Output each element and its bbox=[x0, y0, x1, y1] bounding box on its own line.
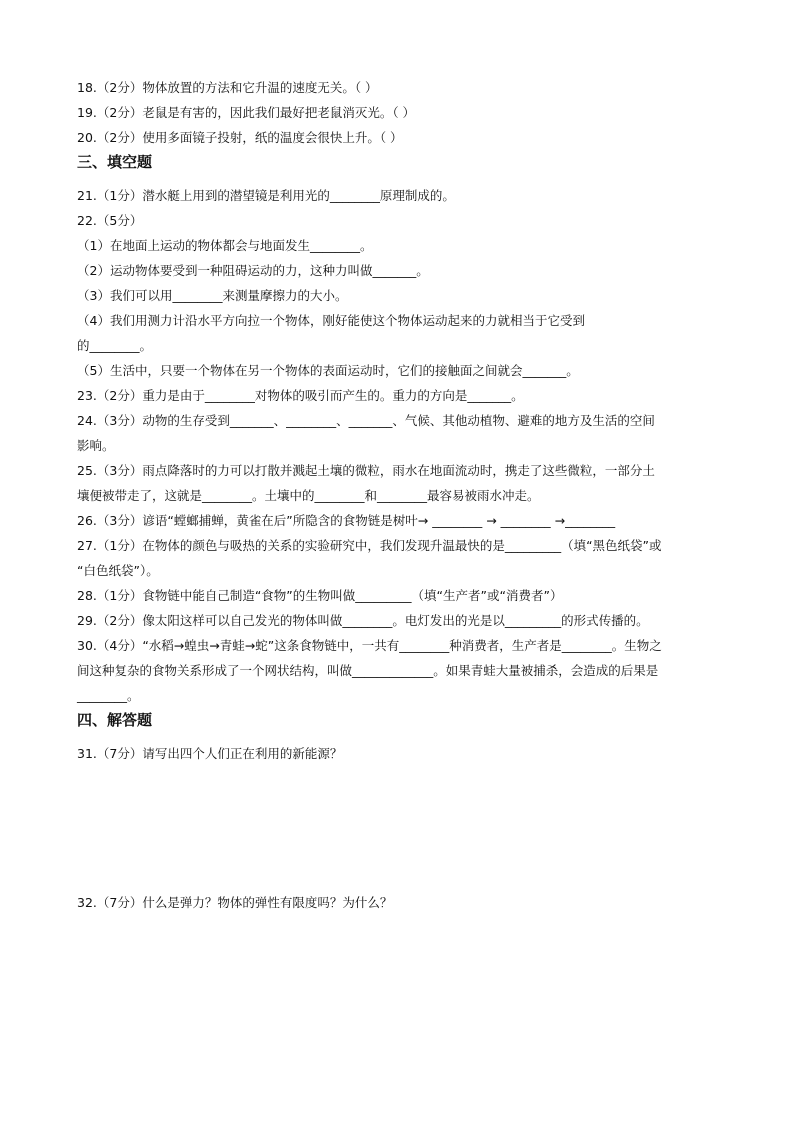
question-29: 29.（2分）像太阳这样可以自己发光的物体叫做________。电灯发出的光是以_________的形式传播的。 bbox=[77, 613, 649, 628]
question-30: 30.（4分）“水稻→蝗虫→青蛙→蛇”这条食物链中，一共有________种消费者，生产者是________。生物之 bbox=[77, 638, 662, 653]
question-22-part-2: （2）运动物体要受到一种阻碍运动的力，这种力叫做_______。 bbox=[77, 263, 429, 278]
question-26: 26.（3分）谚语“螳螂捕蝉，黄雀在后”所隐含的食物链是树叶→ ________ → ________ →________ bbox=[77, 513, 616, 528]
question-24-cont: 影响。 bbox=[77, 438, 115, 453]
question-22-part-3: （3）我们可以用________来测量摩擦力的大小。 bbox=[77, 288, 348, 303]
question-20: 20.（2分）使用多面镜子投射，纸的温度会很快上升。（ ） bbox=[77, 130, 403, 145]
question-21: 21.（1分）潜水艇上用到的潜望镜是利用光的________原理制成的。 bbox=[77, 188, 455, 203]
question-25-cont: 壤便被带走了，这就是________。土壤中的________和________最容易被雨水冲走。 bbox=[77, 488, 540, 503]
question-31: 31.（7分）请写出四个人们正在利用的新能源？ bbox=[77, 746, 343, 761]
question-25: 25.（3分）雨点降落时的力可以打散并溅起土壤的微粒，雨水在地面流动时，携走了这些微粒，一部分土 bbox=[77, 463, 655, 478]
question-27-cont: “白色纸袋”）。 bbox=[77, 563, 159, 578]
section-heading-fill-in: 三、填空题 bbox=[77, 153, 153, 171]
question-30-cont: 间这种复杂的食物关系形成了一个网状结构，叫做_____________。如果青蛙大量被捕杀，会造成的后果是 bbox=[77, 663, 659, 678]
question-32: 32.（7分）什么是弹力？物体的弹性有限度吗？为什么？ bbox=[77, 895, 393, 910]
question-24: 24.（3分）动物的生存受到_______、________、_______、气候、其他动植物、避难的地方及生活的空间 bbox=[77, 413, 655, 428]
question-22-part-1: （1）在地面上运动的物体都会与地面发生________。 bbox=[77, 238, 373, 253]
question-30-cont-2: ________。 bbox=[77, 688, 140, 703]
question-28: 28.（1分）食物链中能自己制造“食物”的生物叫做_________（填“生产者”或“消费者”） bbox=[77, 588, 563, 603]
question-19: 19.（2分）老鼠是有害的，因此我们最好把老鼠消灭光。（ ） bbox=[77, 105, 416, 120]
question-22-part-5: （5）生活中，只要一个物体在另一个物体的表面运动时，它们的接触面之间就会_______。 bbox=[77, 363, 579, 378]
question-22-part-4-cont: 的________。 bbox=[77, 338, 153, 353]
section-heading-answer: 四、解答题 bbox=[77, 711, 153, 729]
question-27: 27.（1分）在物体的颜色与吸热的关系的实验研究中，我们发现升温最快的是_________（填“黑色纸袋”或 bbox=[77, 538, 662, 553]
question-22: 22.（5分） bbox=[77, 213, 143, 228]
question-22-part-4: （4）我们用测力计沿水平方向拉一个物体，刚好能使这个物体运动起来的力就相当于它受到 bbox=[77, 313, 585, 328]
question-23: 23.（2分）重力是由于________对物体的吸引而产生的。重力的方向是_______。 bbox=[77, 388, 524, 403]
question-18: 18.（2分）物体放置的方法和它升温的速度无关。（ ） bbox=[77, 80, 378, 95]
